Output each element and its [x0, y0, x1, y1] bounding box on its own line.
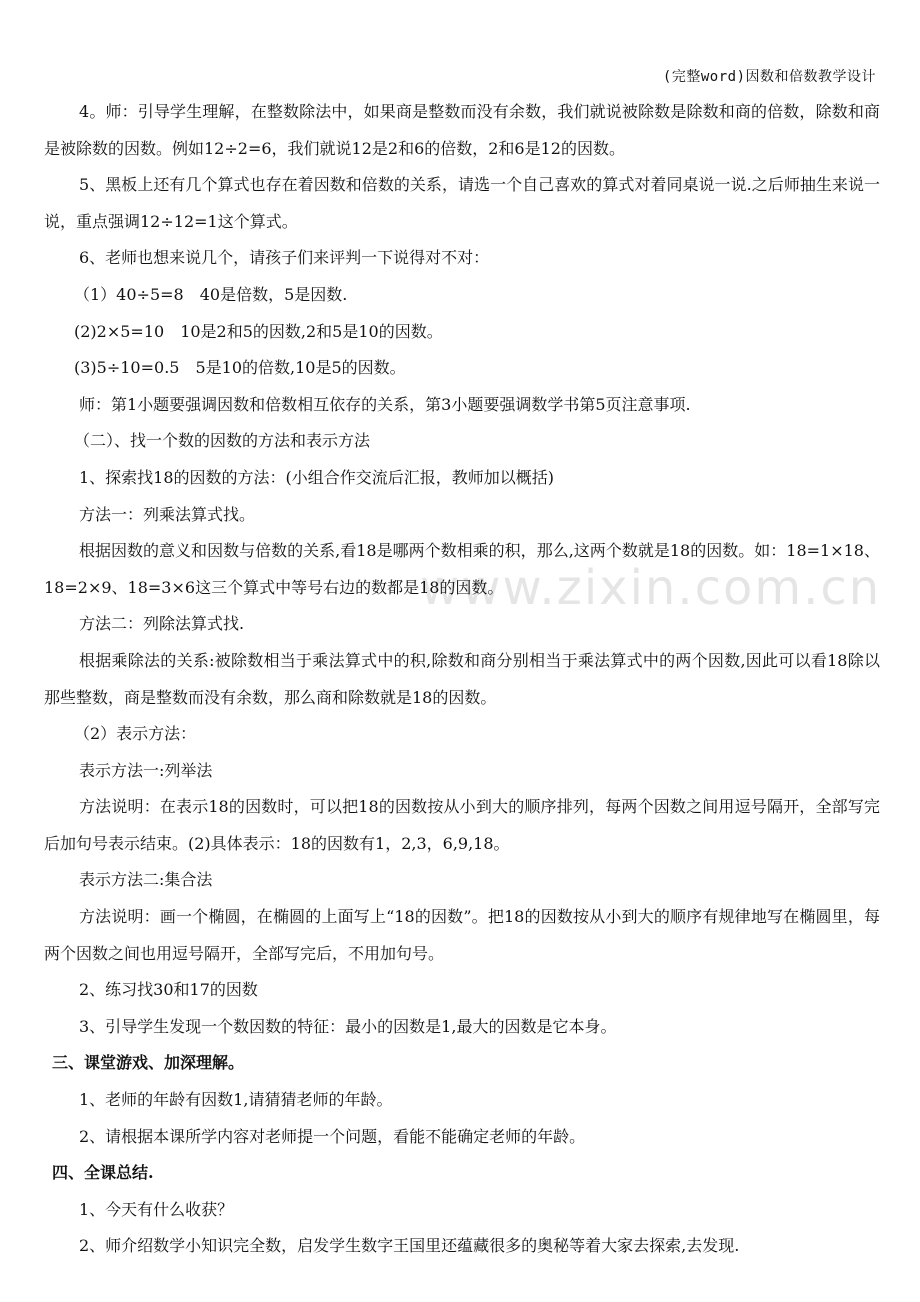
example-1: （1）40÷5=8 40是倍数，5是因数. — [74, 284, 348, 304]
representation-two-body: 方法说明：画一个椭圆，在椭圆的上面写上“18的因数”。把18的因数按从小到大的顺序有规律地写在椭圆里，每两个因数之间也用逗号隔开，全部写完后，不用加句号。 — [44, 907, 880, 963]
paragraph-step-4: 4。师：引导学生理解，在整数除法中，如果商是整数而没有余数，我们就说被除数是除数和商的倍数，除数和商是被除数的因数。例如12÷2=6，我们就说12是2和6的倍数，2和6是12的因数。 — [44, 102, 880, 158]
practice-item: 2、练习找30和17的因数 — [79, 980, 258, 1000]
representation-heading: （2）表示方法： — [74, 724, 197, 744]
section-heading-3: 三、课堂游戏、加深理解。 — [52, 1053, 245, 1073]
paragraph-step-6: 6、老师也想来说几个，请孩子们来评判一下说得对不对： — [79, 248, 490, 268]
representation-one-body: 方法说明：在表示18的因数时，可以把18的因数按从小到大的顺序排列，每两个因数之间用逗号隔开，全部写完后加句号表示结束。(2)具体表示：18的因数有1，2,3，6,9,18。 — [44, 797, 880, 853]
method-one-heading: 方法一：列乘法算式找。 — [79, 504, 256, 524]
representation-two-heading: 表示方法二:集合法 — [79, 870, 213, 890]
method-one-body: 根据因数的意义和因数与倍数的关系,看18是哪两个数相乘的积，那么,这两个数就是18的因数。如：18=1×18、18=2×9、18=3×6这三个算式中等号右边的数都是18的因数。 — [44, 541, 880, 597]
teacher-note: 师：第1小题要强调因数和倍数相互依存的关系，第3小题要强调数学书第5页注意事项. — [79, 394, 691, 414]
game-item-2: 2、请根据本课所学内容对老师提一个问题，看能不能确定老师的年龄。 — [79, 1126, 586, 1146]
document-body — [44, 94, 880, 1265]
paragraph-step-5: 5、黑板上还有几个算式也存在着因数和倍数的关系，请选一个自己喜欢的算式对着同桌说一说.之后师抽生来说一说，重点强调12÷12=1这个算式。 — [44, 175, 880, 231]
section-heading-4: 四、全课总结. — [52, 1163, 154, 1183]
example-3: (3)5÷10=0.5 5是10的倍数,10是5的因数。 — [74, 358, 406, 378]
method-two-heading: 方法二：列除法算式找. — [79, 614, 245, 634]
watermark: www.zixin.com.cn — [420, 560, 882, 616]
method-two-body: 根据乘除法的关系:被除数相当于乘法算式中的积,除数和商分别相当于乘法算式中的两个因数,因此可以看18除以那些整数，商是整数而没有余数，那么商和除数就是18的因数。 — [44, 650, 880, 707]
representation-one-heading: 表示方法一:列举法 — [79, 760, 213, 780]
game-item-1: 1、老师的年龄有因数1,请猜猜老师的年龄。 — [79, 1090, 393, 1110]
section-heading-2: （二）、找一个数的因数的方法和表示方法 — [74, 431, 371, 451]
explore-method-intro: 1、探索找18的因数的方法：(小组合作交流后汇报，教师加以概括) — [79, 467, 555, 487]
summary-item-1: 1、今天有什么收获？ — [79, 1199, 234, 1219]
summary-item-2: 2、师介绍数学小知识完全数，启发学生数字王国里还蕴藏很多的奥秘等着大家去探索,去发现. — [79, 1236, 740, 1256]
feature-item: 3、引导学生发现一个数因数的特征：最小的因数是1,最大的因数是它本身。 — [79, 1016, 617, 1036]
document-header: (完整word)因数和倍数教学设计 — [662, 69, 876, 85]
example-2: (2)2×5=10 10是2和5的因数,2和5是10的因数。 — [74, 321, 443, 341]
